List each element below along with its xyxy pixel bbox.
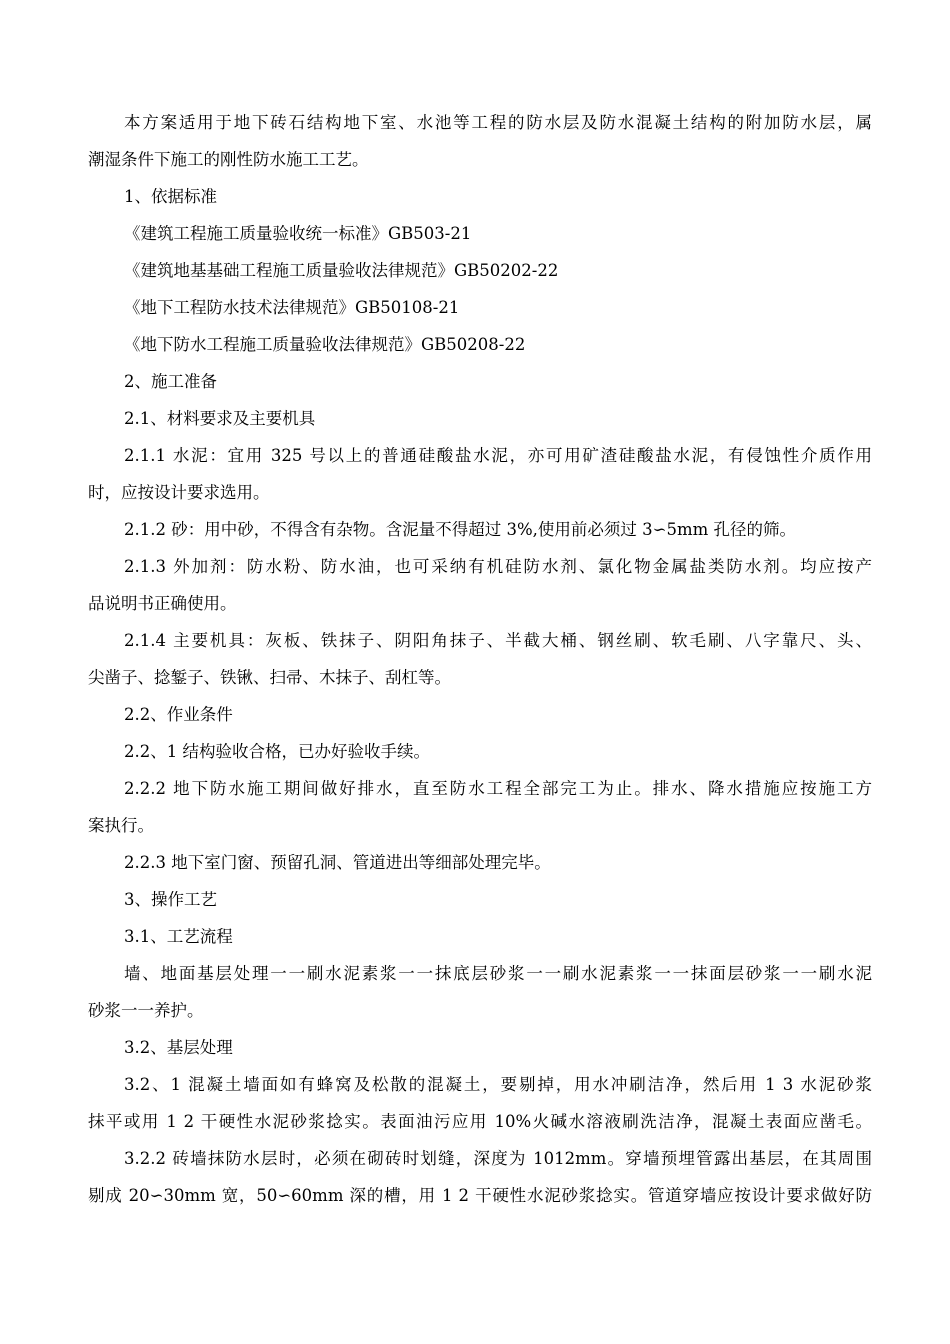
subsection-heading-2-1: 2.1、材料要求及主要机具 [124, 409, 316, 428]
standard-ref-3: 《地下工程防水技术法律规范》GB50108-21 [124, 298, 460, 317]
paragraph-2-2-3: 2.2.3 地下室门窗、预留孔洞、管道进出等细部处理完毕。 [124, 853, 551, 872]
paragraph-2-1-3-line-2: 品说明书正确使用。 [88, 594, 237, 613]
paragraph-3-2-1-line-2: 抹平或用 1 2 干硬性水泥砂浆捻实。表面油污应用 10%火碱水溶液刷洗洁净，混凝土表面应凿毛。 [88, 1112, 872, 1131]
subsection-heading-3-2: 3.2、基层处理 [124, 1038, 233, 1057]
section-heading-2: 2、施工准备 [124, 372, 217, 391]
document-body [88, 104, 872, 1214]
paragraph-intro-line-2: 潮湿条件下施工的刚性防水施工工艺。 [88, 150, 369, 169]
paragraph-process-flow-line-2: 砂浆一一养护。 [88, 1001, 204, 1020]
paragraph-2-1-1-line-1: 2.1.1 水泥：宜用 325 号以上的普通硅酸盐水泥，亦可用矿渣硅酸盐水泥，有侵蚀性介质作用 [124, 446, 872, 465]
subsection-heading-2-2: 2.2、作业条件 [124, 705, 233, 724]
paragraph-2-1-4-line-1: 2.1.4 主要机具：灰板、铁抹子、阴阳角抹子、半截大桶、钢丝刷、软毛刷、八字靠尺、头、 [124, 631, 872, 650]
paragraph-2-1-2: 2.1.2 砂：用中砂，不得含有杂物。含泥量不得超过 3%,使用前必须过 3∽5mm 孔径的筛。 [124, 520, 796, 539]
standard-ref-1: 《建筑工程施工质量验收统一标准》GB503-21 [124, 224, 472, 243]
standard-ref-2: 《建筑地基基础工程施工质量验收法律规范》GB50202-22 [124, 261, 559, 280]
subsection-heading-3-1: 3.1、工艺流程 [124, 927, 233, 946]
paragraph-2-1-1-line-2: 时，应按设计要求选用。 [88, 483, 270, 502]
section-heading-1: 1、依据标准 [124, 187, 217, 206]
paragraph-2-1-3-line-1: 2.1.3 外加剂：防水粉、防水油，也可采纳有机硅防水剂、氯化物金属盐类防水剂。均应按产 [124, 557, 872, 576]
standard-ref-4: 《地下防水工程施工质量验收法律规范》GB50208-22 [124, 335, 526, 354]
section-heading-3: 3、操作工艺 [124, 890, 217, 909]
paragraph-3-2-2-line-2: 剔成 20∽30mm 宽，50∽60mm 深的槽，用 1 2 干硬性水泥砂浆捻实。管道穿墙应按设计要求做好防 [88, 1186, 872, 1205]
paragraph-2-1-4-line-2: 尖凿子、捻錾子、铁锹、扫帚、木抹子、刮杠等。 [88, 668, 451, 687]
paragraph-3-2-1-line-1: 3.2、1 混凝土墙面如有蜂窝及松散的混凝土，要剔掉，用水冲刷洁净，然后用 1 3 水泥砂浆 [124, 1075, 872, 1094]
paragraph-3-2-2-line-1: 3.2.2 砖墙抹防水层时，必须在砌砖时划缝，深度为 1012mm。穿墙预埋管露出基层，在其周围 [124, 1149, 872, 1168]
paragraph-process-flow-line-1: 墙、地面基层处理一一刷水泥素浆一一抹底层砂浆一一刷水泥素浆一一抹面层砂浆一一刷水泥 [124, 964, 872, 983]
paragraph-2-2-2-line-1: 2.2.2 地下防水施工期间做好排水，直至防水工程全部完工为止。排水、降水措施应按施工方 [124, 779, 872, 798]
paragraph-intro-line-1: 本方案适用于地下砖石结构地下室、水池等工程的防水层及防水混凝土结构的附加防水层，属 [124, 113, 872, 132]
paragraph-2-2-1: 2.2、1 结构验收合格，已办好验收手续。 [124, 742, 430, 761]
paragraph-2-2-2-line-2: 案执行。 [88, 816, 154, 835]
